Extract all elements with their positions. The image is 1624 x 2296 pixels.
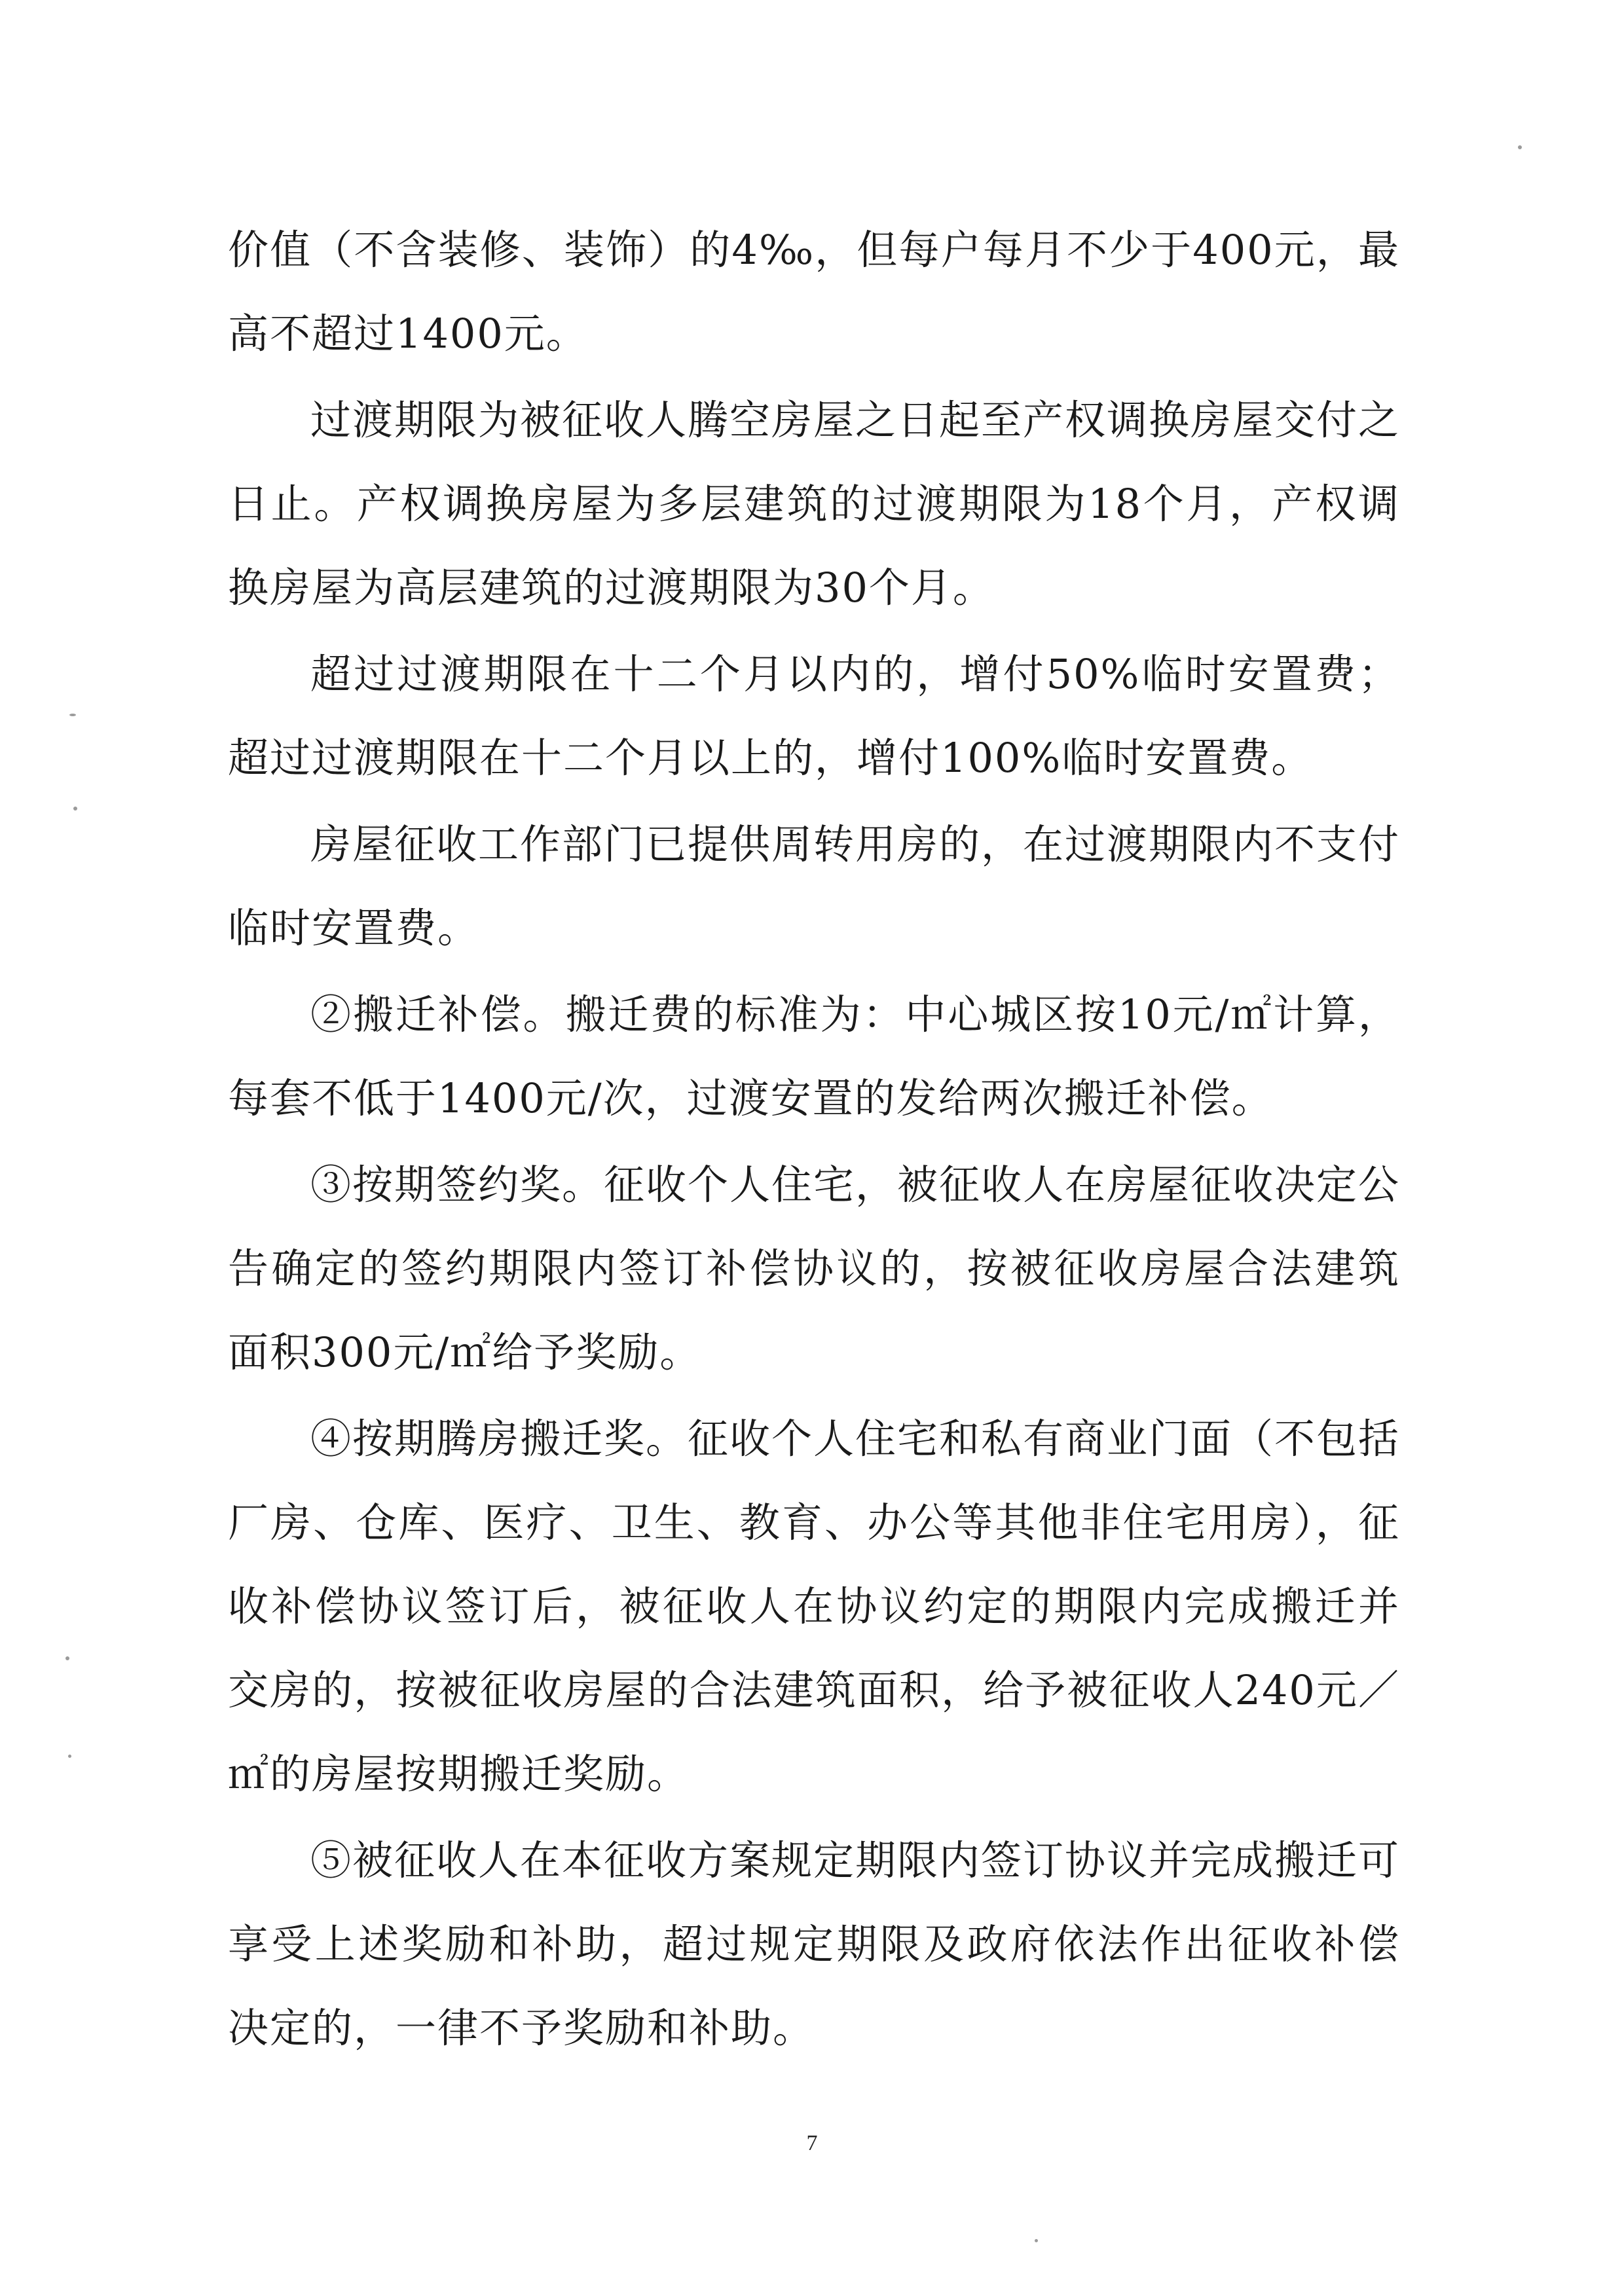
paragraph-vacating-reward: ④按期腾房搬迁奖。征收个人住宅和私有商业门面（不包括厂房、仓库、医疗、卫生、教育、办公等其他非住宅用房），征收补偿协议签订后，被征收人在协议约定的期限内完成搬迁并交房的，按被征收房屋的合法建筑面积，给予被征收人240元／㎡的房屋按期搬迁奖励。 <box>228 1415 1401 1798</box>
page-number: 7 <box>806 2131 818 2155</box>
paragraph-relocation-compensation: ②搬迁补偿。搬迁费的标准为：中心城区按10元/㎡计算，每套不低于1400元/次，过渡安置的发给两次搬迁补偿。 <box>228 991 1400 1122</box>
paragraph-turnover-housing: 房屋征收工作部门已提供周转用房的，在过渡期限内不支付临时安置费。 <box>228 820 1401 952</box>
scan-speck <box>68 1755 71 1758</box>
paragraph-continuation: 价值（不含装修、装饰）的4‰，但每户每月不少于400元，最高不超过1400元。 <box>228 226 1400 357</box>
scan-speck <box>1518 145 1522 149</box>
paragraph-eligibility: ⑤被征收人在本征收方案规定期限内签订协议并完成搬迁可享受上述奖励和补助，超过规定期限及政府依法作出征收补偿决定的，一律不予奖励和补助。 <box>228 1836 1401 2052</box>
paragraph-overdue-subsidy: 超过过渡期限在十二个月以内的，增付50%临时安置费；超过过渡期限在十二个月以上的，增付100%临时安置费。 <box>228 650 1400 782</box>
scan-speck <box>69 714 76 716</box>
scan-speck <box>65 1656 69 1660</box>
scan-speck <box>73 807 77 811</box>
body-text <box>228 208 1400 2073</box>
paragraph-transition-period: 过渡期限为被征收人腾空房屋之日起至产权调换房屋交付之日止。产权调换房屋为多层建筑的过渡期限为18个月，产权调换房屋为高层建筑的过渡期限为30个月。 <box>228 396 1401 611</box>
scan-speck <box>1035 2239 1038 2242</box>
paragraph-signing-reward: ③按期签约奖。征收个人住宅，被征收人在房屋征收决定公告确定的签约期限内签订补偿协议的，按被征收房屋合法建筑面积300元/㎡给予奖励。 <box>228 1161 1401 1376</box>
